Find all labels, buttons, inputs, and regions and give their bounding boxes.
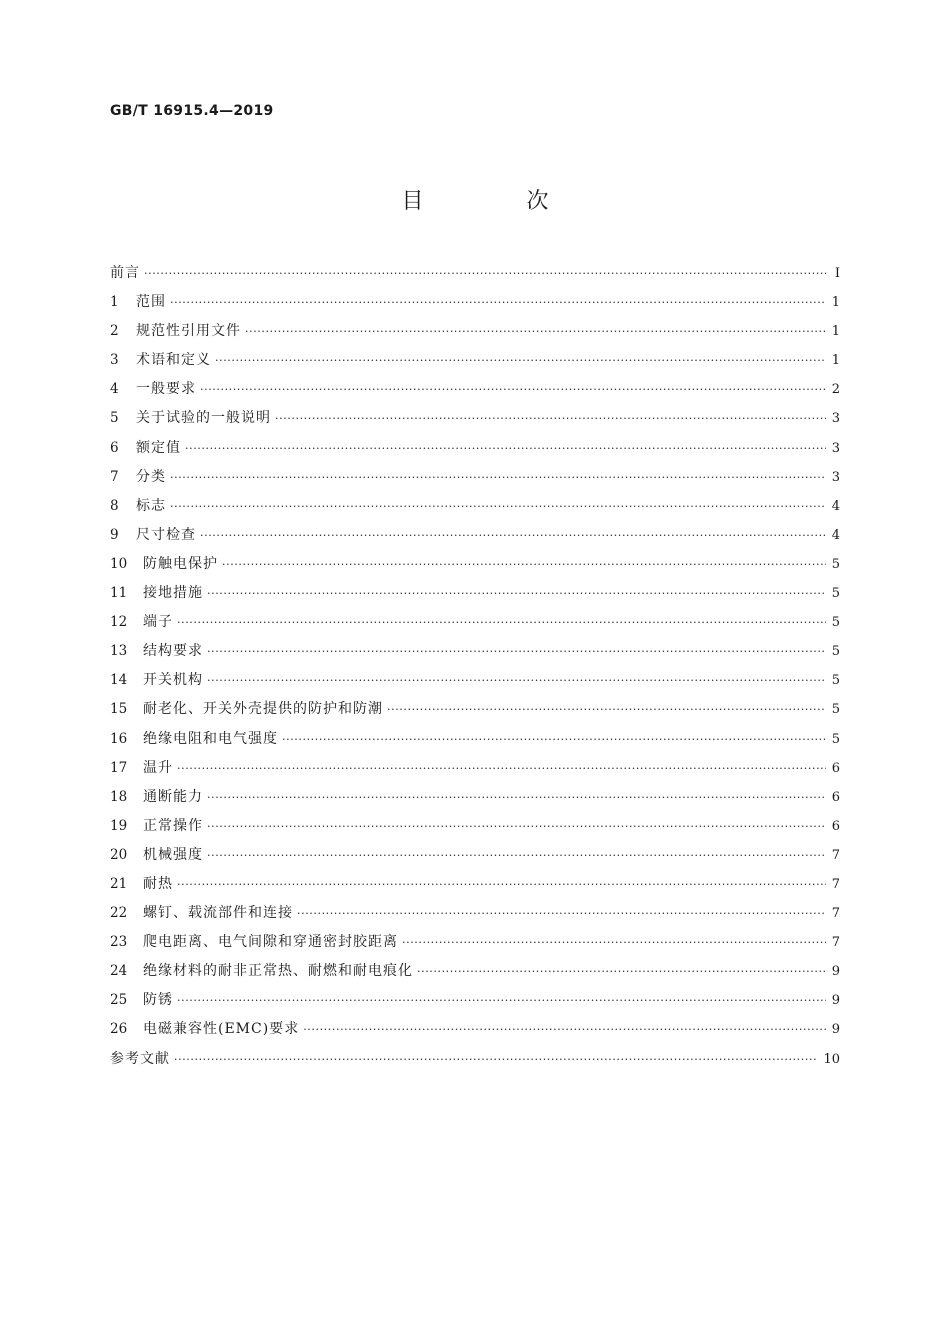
toc-entry-number: 25	[110, 992, 128, 1009]
toc-entry[interactable]	[110, 786, 840, 815]
toc-entry-number: 5	[110, 410, 119, 427]
toc-entry-page: 7	[831, 847, 840, 863]
toc-entry-number: 14	[110, 672, 128, 689]
toc-entry-title: 结构要求	[143, 643, 203, 660]
toc-entry-number: 17	[110, 759, 128, 776]
toc-entry-page: 10	[823, 1051, 840, 1067]
toc-entry-title: 绝缘电阻和电气强度	[143, 730, 278, 747]
toc-dot-leader	[402, 936, 826, 949]
toc-entry[interactable]	[110, 669, 840, 698]
toc-entry[interactable]	[110, 495, 840, 524]
toc-dot-leader	[200, 529, 826, 542]
toc-entry-number: 6	[110, 439, 119, 456]
toc-entry-page: 6	[831, 760, 840, 776]
toc-entry-title: 螺钉、载流部件和连接	[143, 905, 293, 922]
toc-entry-title: 防锈	[143, 992, 173, 1009]
toc-entry-page: 6	[831, 818, 840, 834]
toc-entry-title: 参考文献	[110, 1050, 170, 1067]
toc-dot-leader	[275, 412, 826, 425]
toc-entry-title: 分类	[136, 468, 166, 485]
toc-dot-leader	[417, 965, 826, 978]
toc-entry[interactable]	[110, 291, 840, 320]
toc-entry[interactable]	[110, 757, 840, 786]
toc-entry-page: 3	[831, 411, 840, 427]
toc-entry-page: 1	[831, 353, 840, 369]
toc-entry-title: 额定值	[136, 439, 181, 456]
toc-entry-title: 通断能力	[143, 788, 203, 805]
toc-entry-page: 6	[831, 789, 840, 805]
toc-entry-number: 1	[110, 294, 119, 311]
toc-entry-page: 7	[831, 876, 840, 892]
toc-dot-leader	[297, 907, 826, 920]
toc-entry-title: 耐热	[143, 875, 173, 892]
toc-entry-title: 开关机构	[143, 672, 203, 689]
toc-entry-page: Ⅰ	[834, 266, 840, 281]
toc-dot-leader	[177, 616, 826, 629]
toc-entry-title: 关于试验的一般说明	[136, 410, 271, 427]
toc-dot-leader	[207, 587, 826, 600]
toc-entry-page: 9	[831, 964, 840, 980]
toc-entry-page: 3	[831, 440, 840, 456]
toc-entry-number: 2	[110, 323, 119, 340]
toc-entry-number: 11	[110, 585, 128, 602]
toc-entry[interactable]	[110, 437, 840, 466]
toc-entry[interactable]	[110, 873, 840, 902]
toc-entry-number: 13	[110, 643, 128, 660]
toc-dot-leader	[207, 645, 826, 658]
toc-entry[interactable]	[110, 466, 840, 495]
toc-entry-title: 温升	[143, 759, 173, 776]
toc-dot-leader	[282, 733, 826, 746]
toc-dot-leader	[207, 791, 826, 804]
toc-entry[interactable]	[110, 902, 840, 931]
toc-entry-number: 20	[110, 846, 128, 863]
toc-entry-page: 1	[831, 295, 840, 311]
toc-entry[interactable]	[110, 262, 840, 291]
document-code: GB/T 16915.4—2019	[110, 103, 274, 119]
toc-entry-page: 1	[831, 324, 840, 340]
toc-entry-page: 9	[831, 1022, 840, 1038]
toc-entry-page: 9	[831, 993, 840, 1009]
toc-entry-number: 19	[110, 817, 128, 834]
toc-entry-title: 绝缘材料的耐非正常热、耐燃和耐电痕化	[143, 963, 413, 980]
toc-entry-title: 术语和定义	[136, 352, 211, 369]
toc-entry[interactable]	[110, 611, 840, 640]
toc-entry[interactable]	[110, 844, 840, 873]
toc-entry-title: 接地措施	[143, 585, 203, 602]
toc-dot-leader	[170, 500, 826, 513]
toc-entry-title: 规范性引用文件	[136, 323, 241, 340]
toc-dot-leader	[177, 762, 826, 775]
toc-entry-number: 16	[110, 730, 128, 747]
toc-entry[interactable]	[110, 582, 840, 611]
toc-entry-title: 端子	[143, 614, 173, 631]
toc-entry[interactable]	[110, 728, 840, 757]
toc-entry[interactable]	[110, 1048, 840, 1077]
toc-dot-leader	[207, 849, 826, 862]
toc-entry-title: 机械强度	[143, 846, 203, 863]
toc-entry[interactable]	[110, 960, 840, 989]
toc-entry-number: 26	[110, 1021, 128, 1038]
toc-entry-title: 范围	[136, 294, 166, 311]
toc-entry-page: 3	[831, 469, 840, 485]
toc-entry-number: 12	[110, 614, 128, 631]
toc-entry-number: 4	[110, 381, 119, 398]
toc-entry[interactable]	[110, 698, 840, 727]
toc-entry-number: 9	[110, 526, 119, 543]
toc-entry-number: 18	[110, 788, 128, 805]
table-of-contents	[110, 262, 840, 1077]
toc-entry-title: 一般要求	[136, 381, 196, 398]
toc-entry-title: 防触电保护	[143, 555, 218, 572]
toc-dot-leader	[207, 674, 826, 687]
toc-entry-title: 正常操作	[143, 817, 203, 834]
toc-entry-page: 5	[831, 702, 840, 718]
toc-entry-number: 3	[110, 352, 119, 369]
toc-entry[interactable]	[110, 989, 840, 1018]
toc-entry-number: 23	[110, 934, 128, 951]
toc-entry-page: 4	[831, 498, 840, 514]
toc-entry-title: 尺寸检查	[136, 526, 196, 543]
toc-entry-title: 爬电距离、电气间隙和穿通密封胶距离	[143, 934, 398, 951]
toc-entry-title: 标志	[136, 497, 166, 514]
toc-entry[interactable]	[110, 553, 840, 582]
toc-dot-leader	[177, 878, 826, 891]
toc-dot-leader	[200, 383, 826, 396]
toc-entry[interactable]	[110, 1018, 840, 1047]
toc-title: 目 次	[401, 189, 597, 214]
toc-entry-page: 7	[831, 935, 840, 951]
toc-entry[interactable]	[110, 524, 840, 553]
toc-entry-number: 8	[110, 497, 119, 514]
toc-entry[interactable]	[110, 349, 840, 378]
toc-entry-title: 耐老化、开关外壳提供的防护和防潮	[143, 701, 383, 718]
toc-entry-number: 24	[110, 963, 128, 980]
toc-entry-page: 5	[831, 644, 840, 660]
toc-entry-number: 22	[110, 905, 128, 922]
toc-entry-page: 5	[831, 586, 840, 602]
toc-dot-leader	[185, 442, 826, 455]
toc-entry-number: 10	[110, 555, 128, 572]
toc-entry[interactable]	[110, 931, 840, 960]
toc-dot-leader	[387, 703, 826, 716]
toc-entry-page: 5	[831, 731, 840, 747]
toc-entry-page: 2	[831, 382, 840, 398]
toc-dot-leader	[177, 994, 826, 1007]
toc-entry-title: 前言	[110, 265, 140, 281]
toc-dot-leader	[303, 1023, 826, 1036]
toc-entry[interactable]	[110, 378, 840, 407]
toc-entry-page: 5	[831, 673, 840, 689]
toc-entry[interactable]	[110, 815, 840, 844]
toc-entry-number: 15	[110, 701, 128, 718]
toc-dot-leader	[174, 1053, 817, 1066]
toc-entry[interactable]	[110, 640, 840, 669]
toc-entry-page: 5	[831, 615, 840, 631]
toc-entry[interactable]	[110, 320, 840, 349]
toc-dot-leader	[245, 325, 826, 338]
toc-entry-page: 4	[831, 527, 840, 543]
toc-entry-number: 7	[110, 468, 119, 485]
toc-dot-leader	[170, 471, 826, 484]
toc-dot-leader	[215, 354, 826, 367]
toc-dot-leader	[222, 558, 826, 571]
toc-entry-number: 21	[110, 875, 128, 892]
toc-dot-leader	[207, 820, 826, 833]
toc-dot-leader	[170, 296, 826, 309]
toc-entry[interactable]	[110, 407, 840, 436]
toc-entry-page: 5	[831, 556, 840, 572]
toc-entry-title: 电磁兼容性(EMC)要求	[143, 1021, 300, 1038]
toc-dot-leader	[144, 267, 826, 280]
toc-entry-page: 7	[831, 906, 840, 922]
